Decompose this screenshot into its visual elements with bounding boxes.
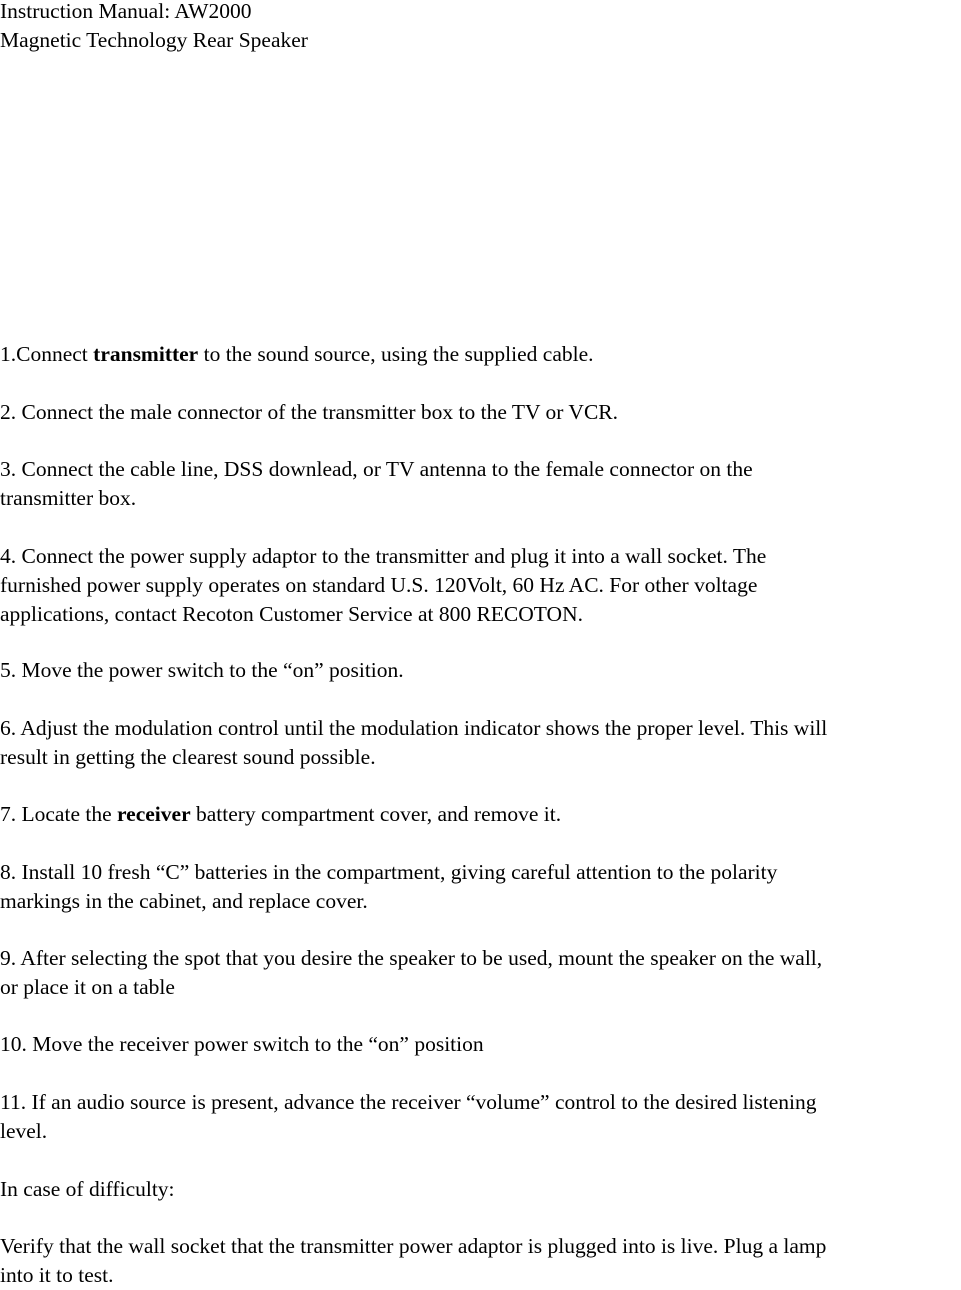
- step-10: 10. Move the receiver power switch to the “on” position: [0, 1032, 484, 1056]
- step-5: 5. Move the power switch to the “on” position.: [0, 658, 404, 682]
- document-header: [0, 0, 308, 55]
- manual-subtitle: Magnetic Technology Rear Speaker: [0, 28, 308, 52]
- step-3: 3. Connect the cable line, DSS downlead, or TV antenna to the female connector on the transmitter box.: [0, 457, 753, 510]
- bold-term-receiver: receiver: [117, 802, 191, 826]
- step-6: 6. Adjust the modulation control until the modulation indicator shows the proper level. This will result in getting the clearest sound possible.: [0, 716, 828, 769]
- bold-term-transmitter: transmitter: [93, 342, 199, 366]
- step-9: 9. After selecting the spot that you desire the speaker to be used, mount the speaker on the wall, or place it on a table: [0, 946, 823, 999]
- troubleshooting-tip: Verify that the wall socket that the transmitter power adaptor is plugged into is live. Plug a lamp into it to test.: [0, 1234, 827, 1287]
- step-2: 2. Connect the male connector of the transmitter box to the TV or VCR.: [0, 400, 618, 424]
- manual-title: Instruction Manual: AW2000: [0, 0, 252, 23]
- step-1: 1.Connect transmitter to the sound source, using the supplied cable.: [0, 342, 594, 366]
- step-7: 7. Locate the receiver battery compartment cover, and remove it.: [0, 802, 562, 826]
- step-4: 4. Connect the power supply adaptor to the transmitter and plug it into a wall socket. The furnished power supply operates on standard U.S. 120Volt, 60 Hz AC. For other voltage applications, contact Recoton Customer Service at 800 RECOTON.: [0, 544, 767, 626]
- step-11: 11. If an audio source is present, advance the receiver “volume” control to the desired listening level.: [0, 1090, 817, 1143]
- troubleshooting-heading: In case of difficulty:: [0, 1177, 175, 1201]
- step-8: 8. Install 10 fresh “C” batteries in the compartment, giving careful attention to the polarity markings in the cabinet, and replace cover.: [0, 860, 778, 913]
